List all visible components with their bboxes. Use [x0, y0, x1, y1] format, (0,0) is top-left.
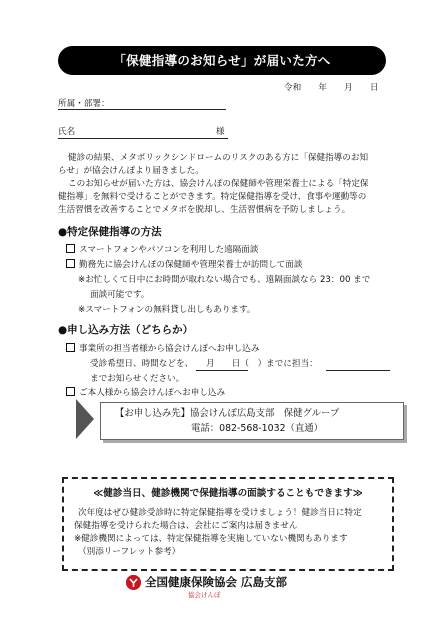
note-text: ※スマートフォンの無料貸し出しもあります。 — [78, 305, 256, 315]
date-line: 令和 年 月 日 — [284, 83, 379, 93]
contact-phone: 電話：082-568-1032（直通） — [191, 423, 324, 434]
notice-text: ※健診機関によっては、特定保健指導を実施していない機関もあります — [74, 534, 348, 544]
arrow-right-icon — [76, 399, 94, 439]
notice-box — [62, 477, 394, 571]
note-text: ※お忙しくて日中にお時間が取れない場合でも、遠隔面談なら 23：00 まで — [78, 275, 371, 285]
intro-text: このお知らせが届いた方は、協会けんぽの保健師や管理栄養士による「特定保 — [68, 179, 369, 189]
checkbox-icon — [66, 244, 75, 253]
intro-text: 生活習慣を改善することでメタボを脱却し、生活習慣病を予防しましょう。 — [58, 205, 351, 215]
name-label: 氏名 — [58, 127, 76, 137]
list-item: ご本人様から協会けんぽへお申し込み — [66, 387, 225, 400]
list-item: スマートフォンやパソコンを利用した遠隔面談 — [66, 244, 258, 257]
section-heading-apply: ●申し込み方法（どちらか） — [58, 324, 194, 336]
checkbox-icon — [66, 387, 75, 396]
dept-label: 所属・部署： — [58, 99, 110, 109]
intro-text: 健診の結果、メタボリックシンドロームのリスクのある方に「保健指導のお知 — [68, 153, 369, 163]
notice-heading: ≪健診当日、健診機関で保健指導の面談することもできます≫ — [93, 488, 363, 499]
note-text: 面談可能です。 — [90, 290, 150, 300]
contact-line: 【お申し込み先】協会けんぽ広島支部 保健グループ — [115, 408, 340, 419]
notice-text: 次年度はぜひ健診受診時に特定保健指導を受けましょう！健診当日に特定 — [78, 508, 362, 518]
name-underline — [58, 137, 228, 139]
section-heading-method: ●特定保健指導の方法 — [58, 226, 162, 238]
page-title: 「保健指導のお知らせ」が届いた方へ — [113, 53, 331, 68]
dept-underline — [58, 108, 226, 110]
intro-text: らせ」が協会けんぽより届きました。 — [58, 166, 204, 176]
contact-underline — [326, 369, 390, 371]
checkbox-icon — [66, 259, 75, 268]
page-title-banner — [58, 46, 386, 75]
footer-org: 全国健康保険協会 広島支部 — [145, 575, 288, 589]
logo-icon — [126, 575, 141, 590]
name-suffix: 様 — [216, 127, 225, 137]
contact-box — [100, 402, 404, 440]
list-item: 事業所の担当者様から協会けんぽへお申し込み — [66, 343, 259, 356]
sub-text: までお知らせください。 — [90, 374, 185, 384]
footer-brand: 協会けんぽ — [188, 591, 221, 599]
list-item: 勤務先に協会けんぽの保健師や管理栄養士が訪問して面談 — [66, 259, 302, 272]
intro-text: 健指導」を無料で受けることができます。特定保健指導を受け、食事や運動等の — [58, 192, 367, 202]
notice-text: （別添リーフレット参考） — [78, 547, 181, 557]
sub-text: 受診希望日、時間などを、 月 日（ ）までに担当： — [90, 359, 318, 369]
checkbox-icon — [66, 343, 75, 352]
notice-text: 保健指導を受けられた場合は、会社にご案内は届きません — [74, 521, 298, 531]
date-underline — [196, 369, 248, 371]
